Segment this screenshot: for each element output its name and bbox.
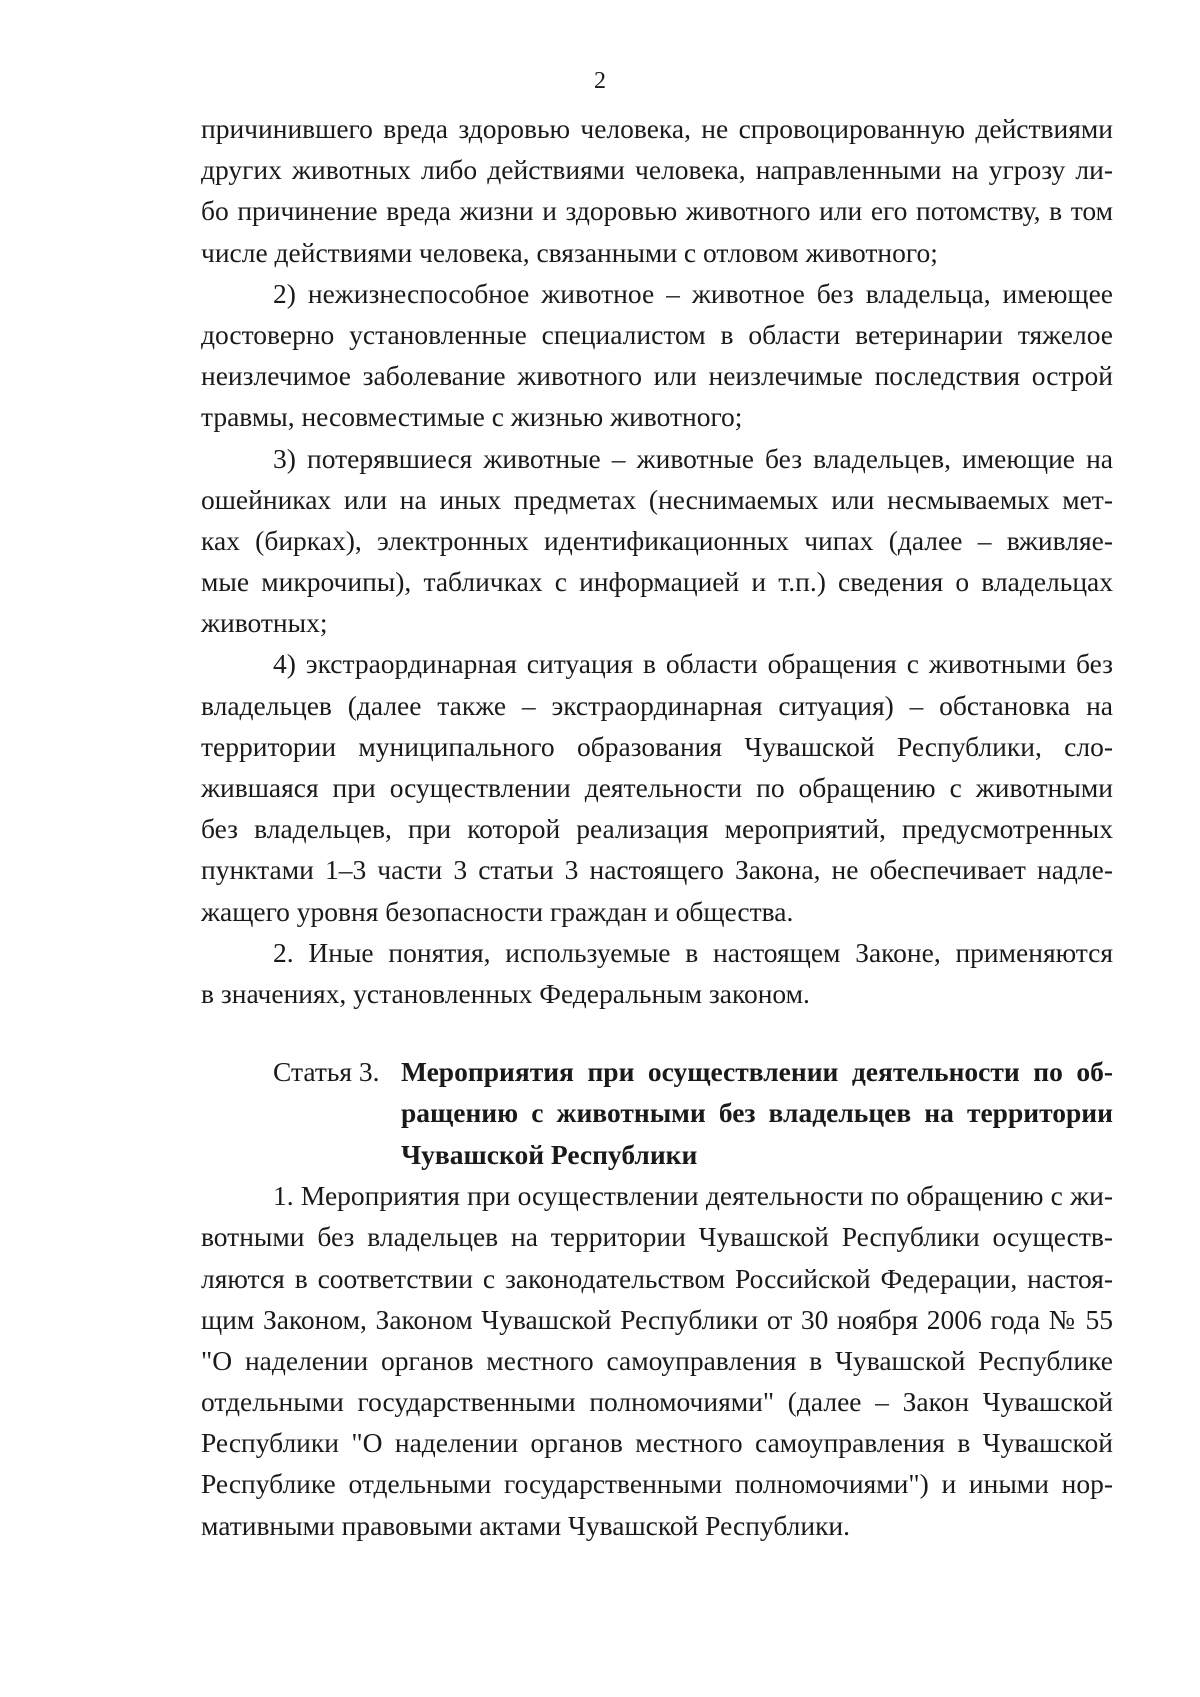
text-line: территории муниципального образования Чувашской Республики, сло- [201,730,1113,762]
text-line: в значениях, установленных Федеральным законом. [201,977,810,1009]
text-line: причинившего вреда здоровью человека, не спровоцированную действиями [201,113,1113,144]
article-title [401,1051,1113,1175]
text-line: ляются в соответствии с законодательством Российской Федерации, настоя- [201,1262,1113,1294]
text-line: "О наделении органов местного самоуправления в Чувашской Республике [201,1344,1113,1376]
text-line: 4) экстраординарная ситуация в области обращения с животными без [273,648,1113,680]
text-line: других животных либо действиями человека, направленными на угрозу ли- [201,154,1113,186]
paragraph-definition-3 [201,438,1113,644]
text-line: бо причинение вреда жизни и здоровью животного или его потомству, в том [201,195,1113,227]
paragraph-definition-4 [201,643,1113,931]
text-line: пунктами 1–3 части 3 статьи 3 настоящего Закона, не обеспечивает надле- [201,854,1113,886]
paragraph-article-3-part-1 [201,1175,1113,1546]
text-line: ках (бирках), электронных идентификационных чипах (далее – вживляе- [201,524,1113,556]
text-line: числе действиями человека, связанными с отловом животного; [201,236,938,268]
text-line: отдельными государственными полномочиями" (далее – Закон Чувашской [201,1386,1113,1418]
article-title-line: Мероприятия при осуществлении деятельности по об- [401,1056,1113,1088]
document-body [201,108,1113,1546]
text-line: 2) нежизнеспособное животное – животное без владельца, имеющее [273,277,1113,309]
text-line: вотными без владельцев на территории Чувашской Республики осуществ- [201,1221,1113,1253]
text-line: жащего уровня безопасности граждан и общества. [201,895,794,927]
text-line: щим Законом, Законом Чувашской Республики от 30 ноября 2006 года № 55 [201,1303,1113,1335]
text-line: 2. Иные понятия, используемые в настоящем Законе, применяются [273,936,1113,968]
text-line: ошейниках или на иных предметах (неснимаемых или несмываемых мет- [201,483,1113,515]
text-line: владельцев (далее также – экстраординарная ситуация) – обстановка на [201,689,1113,721]
text-line: животных; [201,607,328,639]
text-line: неизлечимое заболевание животного или неизлечимые последствия острой [201,360,1113,392]
article-title-line: ращению с животными без владельцев на территории [401,1097,1113,1129]
paragraph-definition-2 [201,273,1113,438]
text-line: травмы, несовместимые с жизнью животного; [201,401,743,433]
text-line: 3) потерявшиеся животные – животные без владельцев, имеющие на [273,442,1113,474]
article-label: Статья 3. [273,1056,380,1088]
text-line: 1. Мероприятия при осуществлении деятельности по обращению с жи- [273,1180,1113,1212]
text-line: Республике отдельными государственными полномочиями") и иными нор- [201,1468,1113,1500]
text-line: достоверно установленные специалистом в области ветеринарии тяжелое [201,318,1113,350]
text-line: Республики "О наделении органов местного самоуправления в Чувашской [201,1427,1113,1459]
article-heading [201,1051,1113,1175]
article-title-line: Чувашской Республики [401,1138,698,1170]
text-line: жившаяся при осуществлении деятельности по обращению с животными [201,772,1113,803]
paragraph-other-terms [201,932,1113,1014]
paragraph-definition-1-continued [201,108,1113,273]
text-line: мые микрочипы), табличках с информацией и т.п.) сведения о владельцах [201,566,1113,598]
page-number: 2 [594,68,606,94]
text-line: без владельцев, при которой реализация мероприятий, предусмотренных [201,813,1113,845]
text-line: мативными правовыми актами Чувашской Республики. [201,1509,851,1541]
